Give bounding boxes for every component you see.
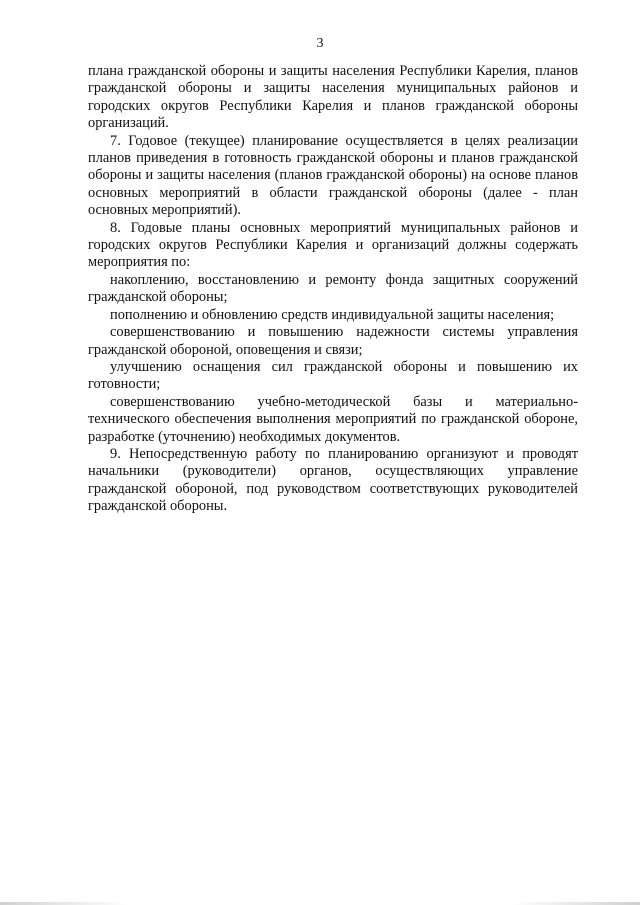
- paragraph-forces-equipment: улучшению оснащения сил гражданской обороны и повышению их готовности;: [88, 358, 578, 393]
- paragraph-item-8: 8. Годовые планы основных мероприятий муниципальных районов и городских округов Республики Карелия и организаций должны содержать мероприятия по:: [88, 219, 578, 271]
- paragraph-continuation: плана гражданской обороны и защиты населения Республики Карелия, планов гражданской обороны и защиты населения муниципальных районов и городских округов Республики Карелия и планов гражданской обороны организаций.: [88, 63, 578, 132]
- page-number: 3: [316, 36, 324, 51]
- paragraph-item-9: 9. Непосредственную работу по планированию организуют и проводят начальники (руководители) органов, осуществляющих управление гражданской обороной, под руководством соответствующих руководителей гражданской обороны.: [88, 445, 578, 515]
- paragraph-protection-means: пополнению и обновлению средств индивидуальной защиты населения;: [110, 306, 555, 323]
- document-body: [88, 63, 578, 516]
- paragraph-control-system: совершенствованию и повышению надежности системы управления гражданской обороной, оповещения и связи;: [88, 324, 578, 358]
- paragraph-shelters: накоплению, восстановлению и ремонту фонда защитных сооружений гражданской обороны;: [88, 271, 578, 306]
- paragraph-item-7: 7. Годовое (текущее) планирование осуществляется в целях реализации планов приведения в готовность гражданской обороны и планов гражданской обороны и защиты населения (планов гражданской обороны) на основе планов основных мероприятий в области гражданской обороны (далее - план основных мероприятий).: [88, 132, 578, 219]
- paragraph-training-base: совершенствованию учебно-методической базы и материально-технического обеспечения выполнения мероприятий по гражданской обороне, разработке (уточнению) необходимых документов.: [88, 393, 578, 445]
